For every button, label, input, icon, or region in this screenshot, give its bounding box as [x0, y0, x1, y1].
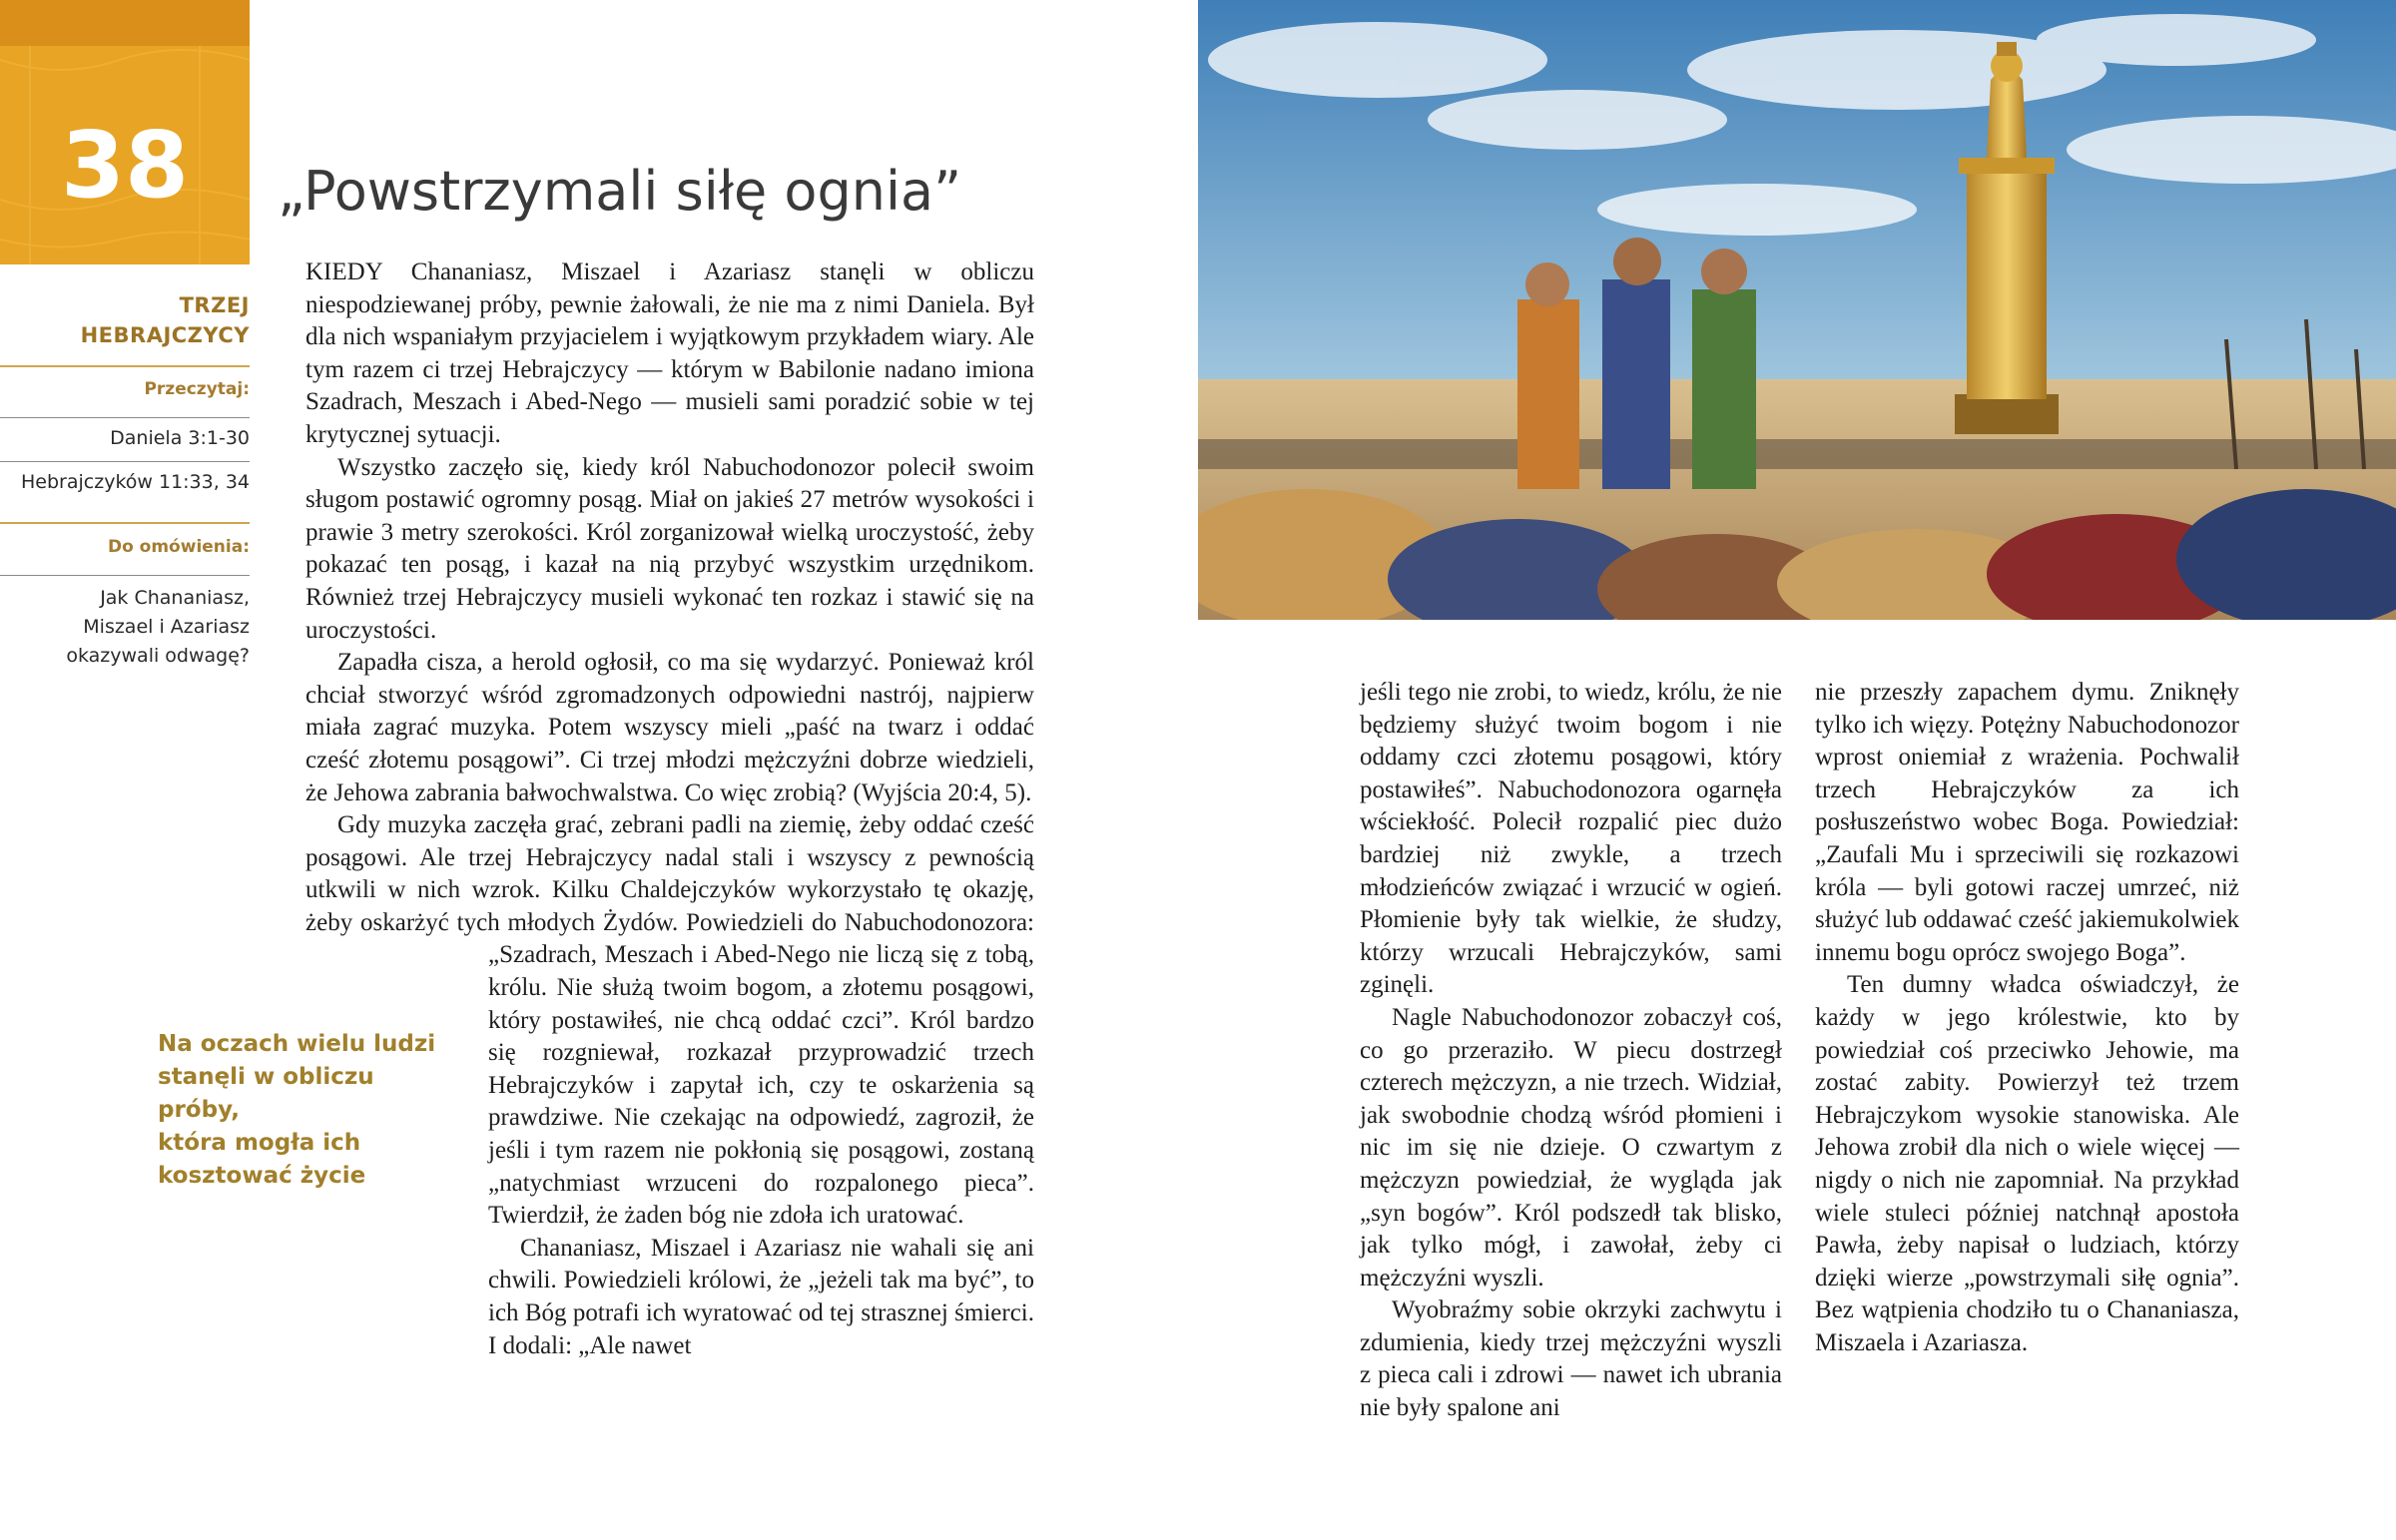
sidebar-divider: [0, 522, 250, 524]
distant-crowd: [1198, 439, 2396, 469]
sidebar-heading-line2: HEBRAJCZYCY: [80, 323, 250, 347]
paragraph: Wyobraźmy sobie okrzyki zachwytu i zdumienia, kiedy trzej mężczyźni wyszli z pieca cali i zdrowi — nawet ich ubrania nie były spalone ani: [1360, 1296, 1782, 1422]
pull-quote-line: Na oczach wielu ludzi: [158, 1031, 436, 1057]
lesson-number: 38: [60, 112, 190, 219]
scripture-ref: Daniela 3:1-30: [110, 427, 250, 449]
sidebar-divider: [0, 575, 250, 576]
tab-top-band: [0, 0, 250, 46]
article-column-3: [1815, 677, 2239, 1359]
question-line: Jak Chananiasz,: [100, 587, 250, 609]
pull-quote-line: stanęli w obliczu próby,: [158, 1064, 374, 1123]
sidebar-divider: [0, 365, 250, 367]
lesson-title: „Powstrzymali siłę ognia”: [278, 160, 962, 223]
read-label: Przeczytaj:: [144, 379, 250, 399]
pull-quote-line: kosztować życie: [158, 1163, 366, 1189]
article-column-2: [1360, 677, 1782, 1425]
sidebar-divider: [0, 417, 250, 418]
paragraph: nie przeszły zapachem dymu. Zniknęły tylko ich więzy. Potężny Nabuchodonozor wprost oniemiał z wrażenia. Pochwalił trzech Hebrajczyków za ich posłuszeństwo wobec Boga. Powiedział: „Zaufali Mu i sprzeciwili się rozkazowi króla — byli gotowi raczej umrzeć, niż służyć lub oddawać cześć jakiemukolwiek innemu bogu oprócz swojego Boga”.: [1815, 679, 2239, 966]
three-hebrews: [1517, 238, 1756, 489]
sidebar-heading-line1: TRZEJ: [179, 293, 250, 317]
pull-quote-line: która mogła ich: [158, 1130, 361, 1156]
paragraph: Nagle Nabuchodonozor zobaczył coś, co go przeraziło. W piecu dostrzegł czterech mężczyzn, a nie trzech. Widział, jak swobodnie chodzą wśród płomieni i nic im się nie dzieje. O czwartym z mężczyzn powiedział, że wygląda jak „syn bogów”. Król podszedł tak blisko, jak tylko mógł, i zawołał, żeby ci mężczyźni wyszli.: [1360, 1003, 1782, 1291]
article-column-1: [305, 257, 1034, 1362]
paragraph: Gdy muzyka zaczęła grać, zebrani padli na ziemię, żeby oddać cześć posągowi. Ale trzej Hebrajczycy nadal stali i wszyscy z pewnością utkwili w nich wzrok. Kilku Chaldejczyków wykorzystało tę okazję, żeby oskarżyć tych młodych Żydów. Powiedzieli do Nabuchodonozora: „Szadrach, Meszach i Abed-Nego nie liczą się z tobą, królu. Nie służą twoim bogom, a złotemu posągowi, który postawiłeś, nie chcą oddać czci”. Król bardzo się rozgniewał, rozkazał przyprowadzić trzech Hebrajczyków i zapytał ich, czy te oskarżenia są prawdziwe. Nie czekając na odpowiedź, zagroził, że jeśli i tym razem nie pokłonią się posągowi, zostaną „natychmiast wrzuceni do rozpalonego pieca”. Twierdził, że żaden bóg nie zdoła ich uratować.: [305, 811, 1034, 1230]
discuss-label: Do omówienia:: [107, 537, 250, 557]
question-line: okazywali odwagę?: [66, 645, 250, 667]
paragraph: KIEDY Chananiasz, Miszael i Azariasz stanęli w obliczu niespodziewanej próby, pewnie żałowali, że nie ma z nimi Daniela. Był dla nich wspaniałym przyjacielem i wyjątkowym przykładem wiary. Ale tym razem ci trzej Hebrajczycy — którym w Babilonie nadano imiona Szadrach, Meszach i Abed-Nego — musieli sami poradzić sobie w tej krytycznej sytuacji.: [305, 258, 1034, 448]
paragraph: Wszystko zaczęło się, kiedy król Nabuchodonozor polecił swoim sługom postawić ogromny posąg. Miał on jakieś 27 metrów wysokości i prawie 3 metry szerokości. Król zorganizował wielką uroczystość, żeby pokazać ten posąg, i kazał na nią przybyć wszystkim urzędnikom. Również trzej Hebrajczycy musieli wykonać ten rozkaz i stawić się na uroczystości.: [305, 453, 1034, 644]
paragraph: Chananiasz, Miszael i Azariasz nie wahali się ani chwili. Powiedzieli królowi, że „jeżeli tak ma być”, to ich Bóg potrafi ich wyratować od tej strasznej śmierci. I dodali: „Ale nawet: [488, 1234, 1034, 1359]
question-line: Miszael i Azariasz: [83, 616, 250, 638]
paragraph: Zapadła cisza, a herold ogłosił, co ma się wydarzyć. Ponieważ król chciał stworzyć wśród zgromadzonych odpowiedni nastrój, najpierw miała zagrać muzyka. Potem wszyscy mieli „paść na twarz i oddać cześć złotemu posągowi”. Ci trzej młodzi mężczyźni dobrze wiedzieli, że Jehowa zabrania bałwochwalstwa. Co więc zrobią? (Wyjścia 20:4, 5).: [305, 649, 1034, 806]
paragraph: Ten dumny władca oświadczył, że każdy w jego królestwie, kto by powiedział coś przeciwko Jehowie, ma zostać zabity. Powierzył też trzem Hebrajczykom wysokie stanowiska. Ale Jehowa zrobił dla nich o wiele więcej — nigdy o nich nie zapomniał. Na przykład wiele stuleci później natchnął apostoła Pawła, żeby napisał o ludziach, którzy dzięki wierze „powstrzymali siłę ognia”. Bez wątpienia chodziło tu o Chananiasza, Miszaela i Azariasza.: [1815, 971, 2239, 1356]
illustration-golden-statue-scene: [1198, 0, 2396, 620]
discussion-question: [0, 584, 250, 671]
sidebar-divider: [0, 461, 250, 462]
paragraph: jeśli tego nie zrobi, to wiedz, królu, że nie będziemy służyć twoim bogom i nie oddamy czci złotemu posągowi, który postawiłeś”. Nabuchodonozora ogarnęła wściekłość. Polecił rozpalić piec dużo bardziej niż zwykle, a trzech młodzieńców związać i wrzucić w ogień. Płomienie były tak wielkie, że słudzy, którzy wrzucali Hebrajczyków, sami zginęli.: [1360, 679, 1782, 999]
pull-quote-wrap: [305, 961, 488, 1345]
sidebar-heading: [0, 290, 250, 350]
scripture-ref: Hebrajczyków 11:33, 34: [21, 471, 250, 493]
